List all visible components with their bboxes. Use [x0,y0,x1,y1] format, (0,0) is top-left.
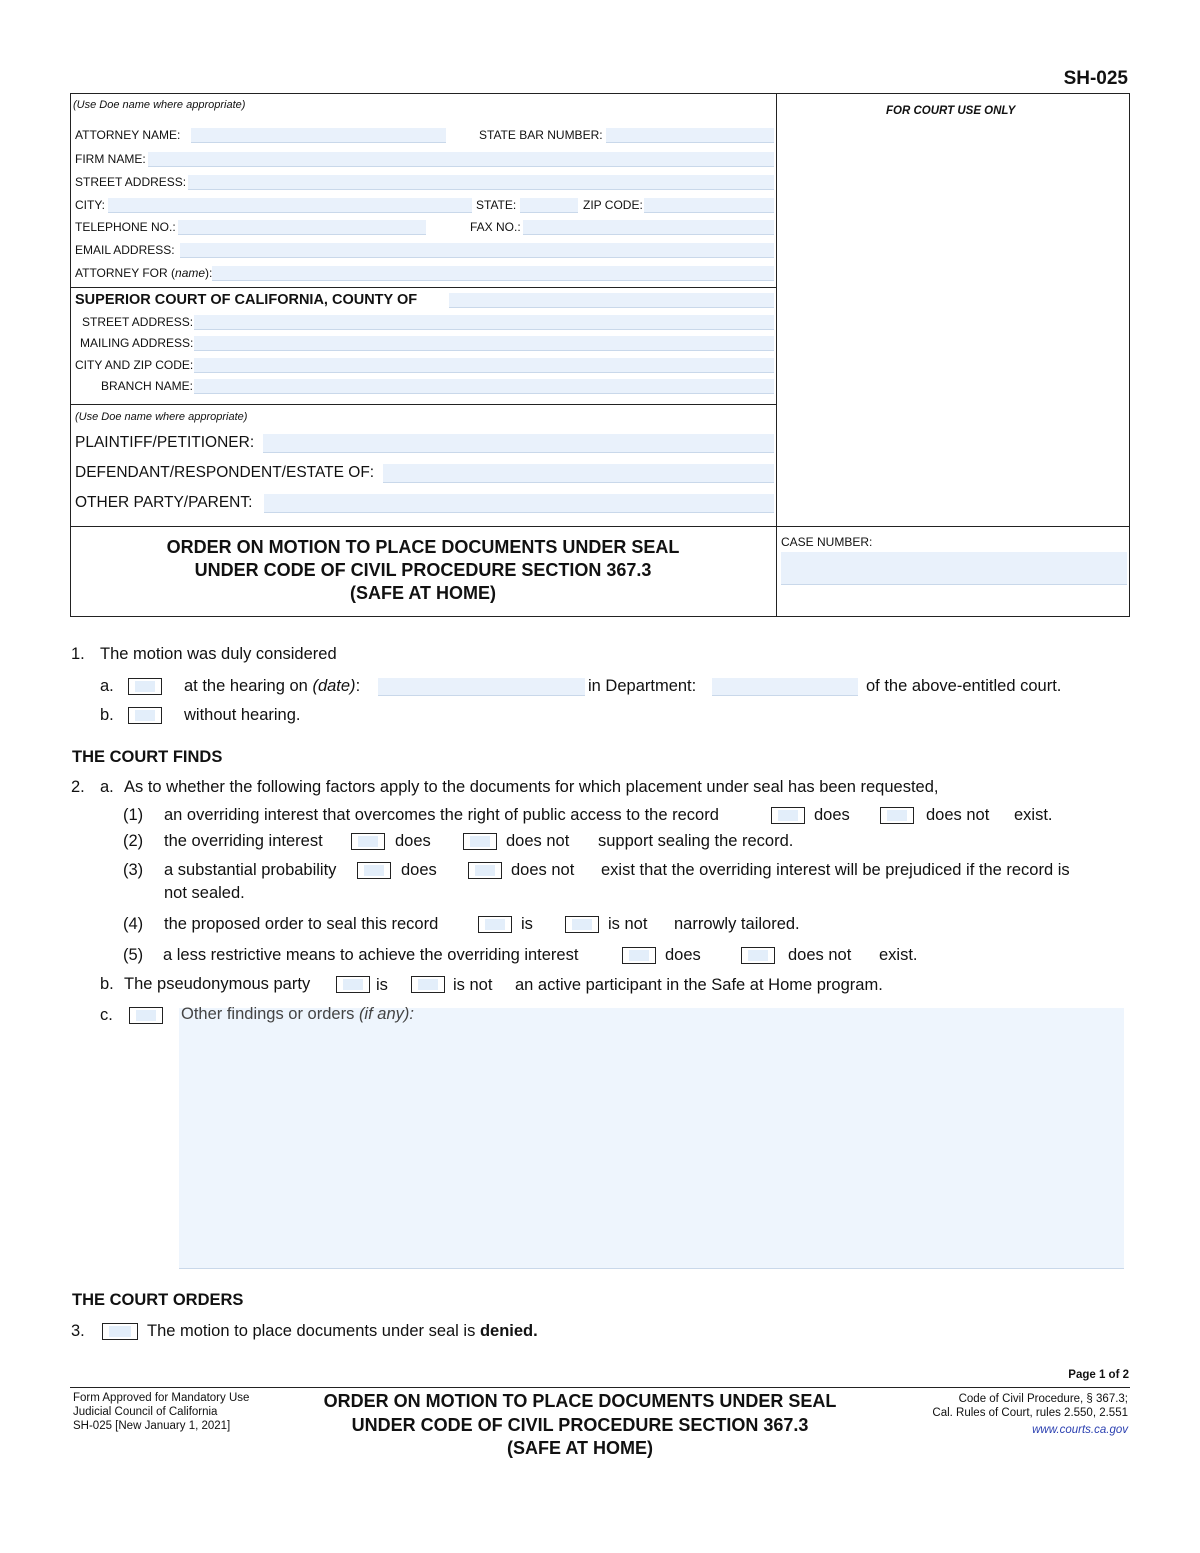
county-field[interactable] [449,293,774,308]
form-title-line3: (SAFE AT HOME) [350,583,496,603]
courts-website-link[interactable]: www.courts.ca.gov [1032,1424,1128,1436]
firm-name-label: FIRM NAME: [75,152,146,166]
item2b-label: b. [100,975,114,993]
factor3-text: a substantial probability [164,861,337,879]
email-label: EMAIL ADDRESS: [75,243,175,257]
factor3-tail: exist that the overriding interest will be prejudiced if the record is [601,861,1070,879]
factor3-does-checkbox[interactable] [357,862,391,879]
parties-doe-note: (Use Doe name where appropriate) [75,411,248,423]
other-party-field[interactable] [264,494,774,513]
email-field[interactable] [180,243,774,258]
court-orders-heading: THE COURT ORDERS [72,1291,244,1309]
factor1-does-not-label: does not [926,806,990,824]
item2a-label: a. [100,778,114,796]
factor4-is-label: is [521,915,533,933]
firm-name-field[interactable] [148,152,774,167]
factor1-does-checkbox[interactable] [771,807,805,824]
plaintiff-label: PLAINTIFF/PETITIONER: [75,434,255,451]
form-title-line1: ORDER ON MOTION TO PLACE DOCUMENTS UNDER SEAL [166,537,680,557]
court-branch-label: BRANCH NAME: [101,379,194,393]
item2b-is-label: is [376,976,388,994]
footer-right-line1: Code of Civil Procedure, § 367.3; [958,1393,1128,1405]
item3-num: 3. [71,1322,85,1340]
item1-text: The motion was duly considered [100,645,337,663]
court-city-zip-field[interactable] [194,358,774,373]
telephone-field[interactable] [178,220,426,235]
item2b-is-checkbox[interactable] [336,976,370,993]
item2a-text: As to whether the following factors apply to the documents for which placement under seal has been requested, [124,778,939,796]
factor5-text: a less restrictive means to achieve the overriding interest [163,946,579,964]
department-field[interactable] [712,678,858,696]
court-mailing-label: MAILING ADDRESS: [80,336,194,350]
court-finds-heading: THE COURT FINDS [72,748,223,766]
page-number: Page 1 of 2 [1068,1369,1129,1381]
item3-text: The motion to place documents under seal is denied. [147,1322,538,1340]
zip-label: ZIP CODE: [583,198,643,212]
court-branch-field[interactable] [194,379,774,394]
item2c-text: Other findings or orders (if any): [181,1005,414,1023]
factor2-num: (2) [123,832,144,850]
footer-title-line1: ORDER ON MOTION TO PLACE DOCUMENTS UNDER SEAL [323,1391,837,1411]
factor4-tail: narrowly tailored. [674,915,800,933]
footer-rule [70,1387,1130,1388]
footer-right-line2: Cal. Rules of Court, rules 2.550, 2.551 [932,1407,1128,1419]
form-id: SH-025 [1063,68,1128,89]
other-findings-area[interactable] [179,1008,1124,1269]
use-doe-note: (Use Doe name where appropriate) [73,99,246,111]
factor5-does-label: does [665,946,701,964]
item1b-label: b. [100,706,114,724]
form-title-line2: UNDER CODE OF CIVIL PROCEDURE SECTION 367.3 [194,560,652,580]
factor3-does-not-checkbox[interactable] [468,862,502,879]
factor4-is-not-checkbox[interactable] [565,916,599,933]
attorney-name-field[interactable] [191,128,446,143]
factor5-does-not-checkbox[interactable] [741,947,775,964]
item2b-text: The pseudonymous party [124,975,311,993]
state-field[interactable] [520,198,578,213]
factor3-num: (3) [123,861,144,879]
factor5-tail: exist. [879,946,918,964]
footer-left-line2: Judicial Council of California [73,1406,218,1418]
city-label: CITY: [75,198,106,212]
street-address-label: STREET ADDRESS: [75,175,187,189]
item1b-text: without hearing. [184,706,301,724]
fax-label: FAX NO.: [470,220,521,234]
factor1-tail: exist. [1014,806,1053,824]
court-street-label: STREET ADDRESS: [82,315,194,329]
footer-left-line3: SH-025 [New January 1, 2021] [73,1420,231,1432]
hearing-date-field[interactable] [378,678,585,696]
court-street-field[interactable] [194,315,774,330]
factor2-does-not-checkbox[interactable] [463,833,497,850]
attorney-name-label: ATTORNEY NAME: [75,128,181,142]
city-field[interactable] [108,198,472,213]
item1a-checkbox[interactable] [128,678,162,695]
item2b-tail: an active participant in the Safe at Home program. [515,976,883,994]
item3-checkbox[interactable] [102,1323,138,1340]
footer-left [73,1391,249,1433]
factor3-does-not-label: does not [511,861,575,879]
footer-left-line1: Form Approved for Mandatory Use [73,1392,250,1404]
street-address-field[interactable] [188,175,774,190]
item2-num: 2. [71,778,85,796]
item1-num: 1. [71,645,85,663]
factor3-does-label: does [401,861,437,879]
court-city-zip-label: CITY AND ZIP CODE: [75,358,194,372]
state-bar-field[interactable] [606,128,774,143]
footer-title-line2: UNDER CODE OF CIVIL PROCEDURE SECTION 367.3 [351,1414,809,1435]
footer-title [280,1390,880,1461]
item1a-label: a. [100,677,114,695]
factor5-does-not-label: does not [788,946,852,964]
telephone-label: TELEPHONE NO.: [75,220,176,234]
item1a-text: at the hearing on (date): [184,677,361,695]
for-court-use-label: FOR COURT USE ONLY [886,105,1016,117]
item2b-is-not-label: is not [453,976,493,994]
item2c-label: c. [100,1006,113,1024]
fax-field[interactable] [523,220,774,235]
state-bar-label: STATE BAR NUMBER: [479,128,603,142]
footer-right [932,1392,1128,1437]
factor1-does-label: does [814,806,850,824]
caption-divider [776,93,777,617]
defendant-field[interactable] [383,464,774,483]
factor2-tail: support sealing the record. [598,832,794,850]
factor2-does-not-label: does not [506,832,570,850]
defendant-label: DEFENDANT/RESPONDENT/ESTATE OF: [75,464,375,481]
case-number-label: CASE NUMBER: [781,535,873,549]
court-title: SUPERIOR COURT OF CALIFORNIA, COUNTY OF [75,292,418,308]
item2c-checkbox[interactable] [129,1007,163,1024]
factor5-num: (5) [123,946,144,964]
case-number-field[interactable] [781,552,1127,585]
factor1-does-not-checkbox[interactable] [880,807,914,824]
factor4-is-not-label: is not [608,915,648,933]
factor2-does-label: does [395,832,431,850]
plaintiff-field[interactable] [263,434,774,453]
item1a-dept-label: in Department: [588,677,697,695]
court-mailing-field[interactable] [194,336,774,351]
factor2-text: the overriding interest [164,832,323,850]
factor5-does-checkbox[interactable] [622,947,656,964]
factor2-does-checkbox[interactable] [351,833,385,850]
footer-title-line3: (SAFE AT HOME) [507,1438,653,1458]
factor4-num: (4) [123,915,144,933]
state-label: STATE: [476,198,517,212]
attorney-for-field[interactable] [212,266,774,281]
form-title [70,536,776,605]
item1b-checkbox[interactable] [128,707,162,724]
item1a-tail: of the above-entitled court. [866,677,1062,695]
factor4-is-checkbox[interactable] [478,916,512,933]
factor4-text: the proposed order to seal this record [164,915,439,933]
zip-field[interactable] [644,198,774,213]
attorney-for-label: ATTORNEY FOR (name): [75,266,213,280]
factor1-num: (1) [123,806,144,824]
other-party-label: OTHER PARTY/PARENT: [75,494,253,511]
item2b-is-not-checkbox[interactable] [411,976,445,993]
factor1-text: an overriding interest that overcomes the right of public access to the record [164,806,719,824]
factor3-tail2: not sealed. [164,884,245,902]
